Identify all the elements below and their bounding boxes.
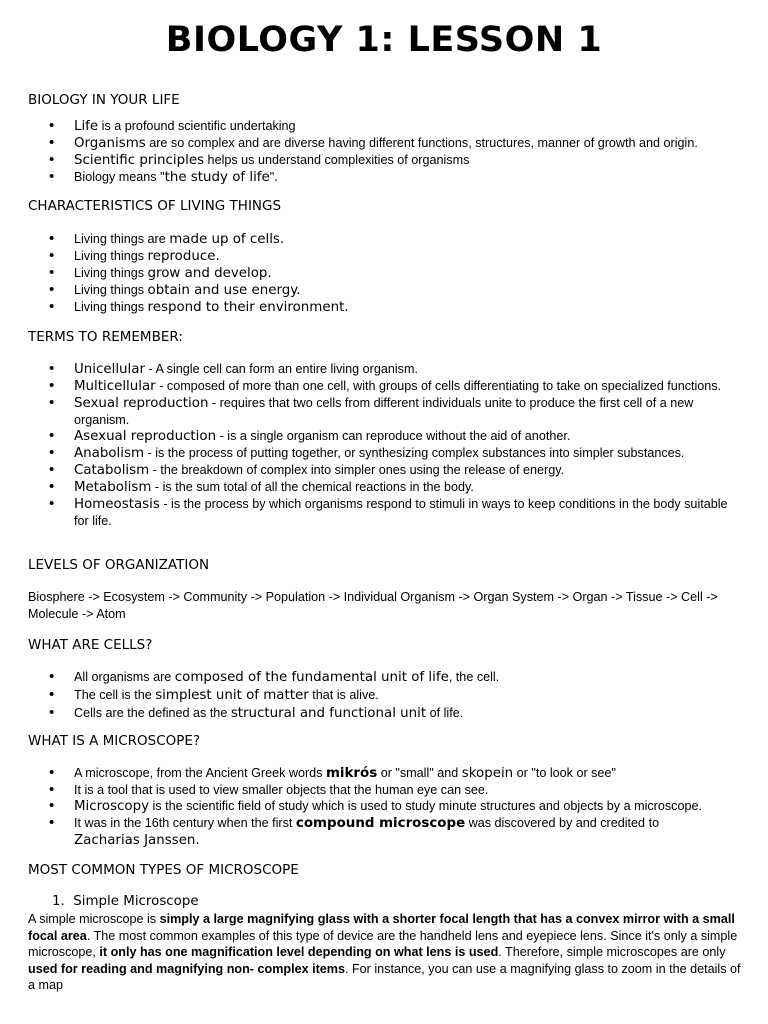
- list-item: • Living things reproduce.: [0, 248, 377, 265]
- list-item: • It is a tool that is used to view smaller objects that the human eye can see.: [0, 782, 730, 798]
- heading-common-types: MOST COMMON TYPES OF MICROSCOPE: [28, 862, 299, 878]
- list-item: • Microscopy is the scientific field of study which is used to study minute structures and objects by a microscope.: [0, 798, 730, 815]
- list-item: • Metabolism - is the sum total of all the chemical reactions in the body.: [0, 479, 768, 496]
- list-item: • Biology means "the study of life".: [0, 169, 726, 186]
- list-item: • Unicellular - A single cell can form an entire living organism.: [0, 361, 768, 378]
- simple-microscope-paragraph: A simple microscope is simply a large magnifying glass with a shorter focal length that has a convex mirror with a small focal area. The most common examples of this type of device are the handheld lens and eyepiece lens. Since it's only a simple microscope, it only has one magnification level depending on what lens is used. Therefore, simple microscopes are only used for reading and magnifying non- complex items. For instance, you can use a magnifying glass to zoom in the details of a map: [28, 912, 741, 992]
- list-microscope: [0, 765, 730, 849]
- page-title: BIOLOGY 1: LESSON 1: [165, 20, 603, 60]
- list-item: • It was in the 16th century when the first compound microscope was discovered by and credited to Zacharias Janssen.: [0, 815, 730, 849]
- list-item: • Multicellular - composed of more than one cell, with groups of cells differentiating to take on specialized functions.: [0, 378, 768, 395]
- list-item: • All organisms are composed of the fundamental unit of life, the cell.: [0, 669, 527, 686]
- list-item: • Life is a profound scientific undertaking: [0, 118, 726, 135]
- list-item: • The cell is the simplest unit of matter that is alive.: [0, 687, 527, 704]
- list-item: • Living things respond to their environment.: [0, 299, 377, 316]
- list-item: • Living things obtain and use energy.: [0, 282, 377, 299]
- list-item: • Living things grow and develop.: [0, 265, 377, 282]
- levels-text: Biosphere -> Ecosystem -> Community -> Population -> Individual Organism -> Organ System -> Organ -> Tissue -> Cell -> Molecule -> Atom: [28, 590, 718, 621]
- list-terms: [0, 361, 768, 529]
- list-item: • Sexual reproduction - requires that two cells from different individuals unite to produce the first cell of a new organism.: [0, 395, 768, 428]
- list-characteristics: [0, 231, 377, 316]
- list-item: • Catabolism - the breakdown of complex into simpler ones using the release of energy.: [0, 462, 768, 479]
- heading-what-is-a-microscope: WHAT IS A MICROSCOPE?: [28, 733, 201, 749]
- list-cells: [0, 669, 527, 722]
- list-item: • Asexual reproduction - is a single organism can reproduce without the aid of another.: [0, 428, 768, 445]
- heading-characteristics: CHARACTERISTICS OF LIVING THINGS: [28, 198, 282, 214]
- list-item: • Cells are the defined as the structural and functional unit of life.: [0, 705, 527, 722]
- ordered-item-simple-microscope: 1. Simple Microscope: [52, 894, 199, 909]
- heading-levels-of-organization: LEVELS OF ORGANIZATION: [28, 557, 210, 573]
- list-item: • Organisms are so complex and are diverse having different functions, structures, manner of growth and origin.: [0, 135, 726, 152]
- list-item: • Anabolism - is the process of putting together, or synthesizing complex substances into simpler substances.: [0, 445, 768, 462]
- list-biology-in-your-life: [0, 118, 726, 186]
- list-item: • Homeostasis - is the process by which organisms respond to stimuli in ways to keep conditions in the body suitable for life.: [0, 496, 768, 529]
- list-item: • A microscope, from the Ancient Greek words mikrós or "small" and skopein or "to look or see": [0, 765, 730, 782]
- heading-what-are-cells: WHAT ARE CELLS?: [28, 637, 153, 653]
- heading-biology-in-your-life: BIOLOGY IN YOUR LIFE: [28, 92, 180, 108]
- list-item: • Scientific principles helps us understand complexities of organisms: [0, 152, 726, 169]
- list-item: • Living things are made up of cells.: [0, 231, 377, 248]
- heading-terms-to-remember: TERMS TO REMEMBER:: [28, 329, 183, 345]
